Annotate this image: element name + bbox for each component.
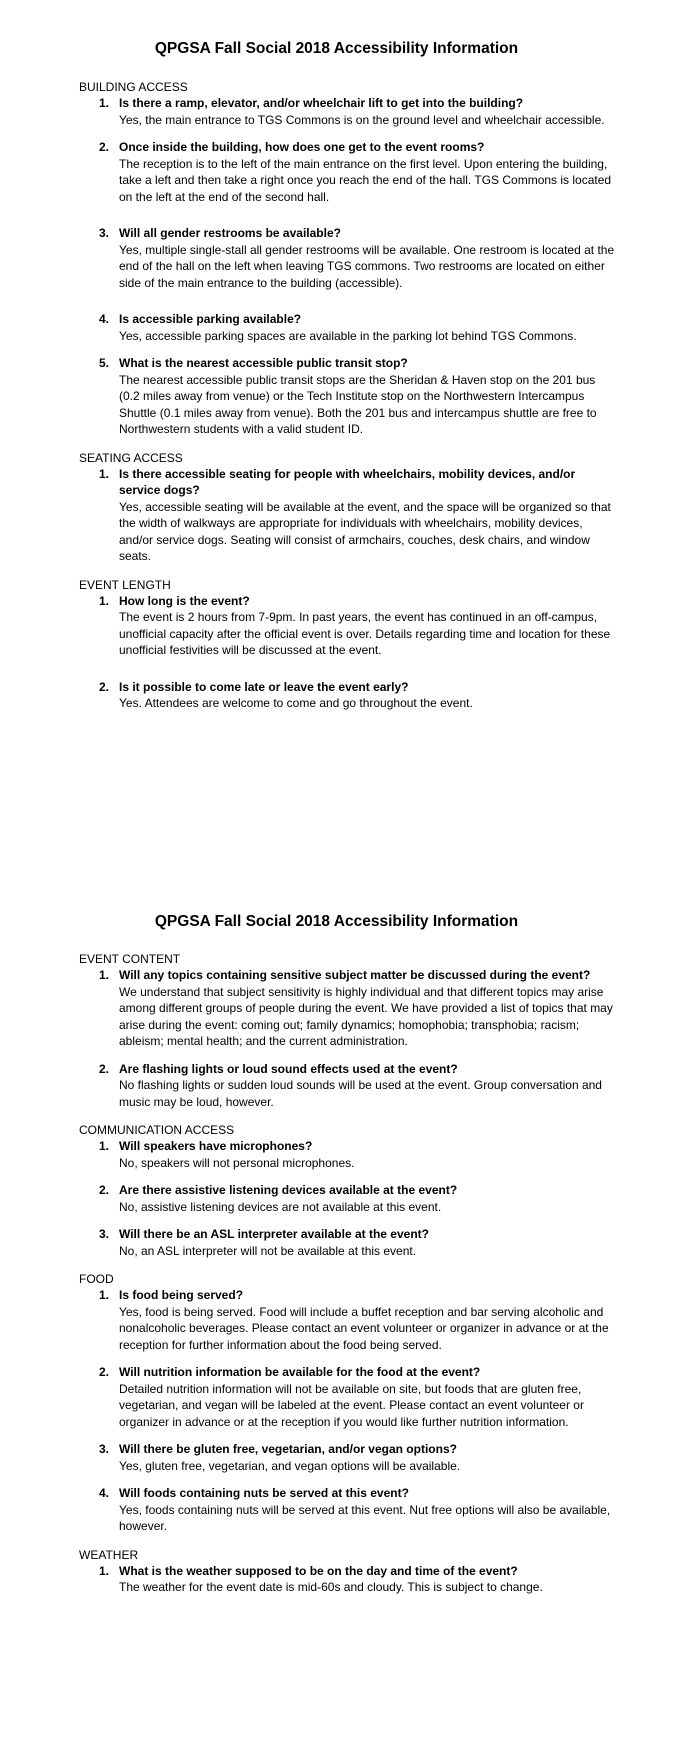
question-text: Is food being served?	[119, 1288, 244, 1302]
page-1-content	[79, 79, 619, 724]
section-building-access	[79, 79, 619, 438]
item-number: 1.	[99, 1563, 110, 1578]
answer-text: Yes, food is being served. Food will include a buffet reception and bar serving alcoholic and nonalcoholic beverages. Please contact an event volunteer or organizer in advance or at the reception for further information about the food being served.	[119, 1304, 609, 1352]
question-text: Is there a ramp, elevator, and/or wheelchair lift to get into the building?	[119, 96, 524, 110]
section-heading: BUILDING ACCESS	[79, 80, 188, 94]
document-page-2	[0, 870, 673, 1742]
faq-item	[79, 1182, 619, 1215]
item-number: 4.	[99, 312, 110, 326]
faq-item	[79, 967, 619, 1050]
section-food	[79, 1271, 619, 1535]
answer-text: Detailed nutrition information will not be available on site, but foods that are gluten free, vegetarian, and vegan will be labeled at the event. Please contact an event volunteer or organizer in advance or at the reception if you would like further nutrition information.	[119, 1381, 584, 1429]
section-heading: EVENT CONTENT	[79, 952, 181, 966]
section-seating-access	[79, 450, 619, 565]
item-number: 2.	[99, 140, 110, 154]
answer-text: No, an ASL interpreter will not be available at this event.	[119, 1243, 417, 1258]
question-list	[79, 95, 619, 438]
page-title: QPGSA Fall Social 2018 Accessibility Information	[154, 913, 519, 930]
question-text: Are flashing lights or loud sound effects used at the event?	[119, 1061, 458, 1076]
faq-item	[79, 1138, 619, 1171]
faq-item	[79, 139, 619, 205]
answer-text: No, assistive listening devices are not available at this event.	[119, 1199, 442, 1214]
faq-item	[79, 679, 619, 712]
faq-item	[79, 1364, 619, 1430]
document-page-1	[0, 0, 673, 870]
faq-item	[79, 311, 619, 344]
faq-item	[79, 1485, 619, 1535]
answer-text: The event is 2 hours from 7-9pm. In past years, the event has continued in an off-campus, unofficial capacity after the official event is over. Details regarding time and location for these unofficial festivities will be discussed at the event.	[119, 610, 611, 657]
item-number: 2.	[99, 1365, 110, 1379]
item-number: 1.	[99, 1288, 110, 1302]
section-heading: FOOD	[79, 1272, 114, 1286]
faq-item	[79, 466, 619, 565]
question-text: How long is the event?	[119, 593, 250, 608]
faq-item	[79, 1226, 619, 1259]
item-number: 4.	[99, 1486, 110, 1500]
question-text: Are there assistive listening devices available at the event?	[119, 1183, 458, 1197]
item-number: 2.	[99, 1061, 110, 1076]
question-list	[79, 1563, 619, 1596]
question-text: What is the nearest accessible public transit stop?	[119, 356, 408, 370]
question-list	[79, 593, 619, 712]
question-text: Will foods containing nuts be served at this event?	[119, 1486, 409, 1500]
faq-item	[79, 1061, 619, 1111]
answer-text: No, speakers will not personal microphones.	[119, 1155, 355, 1170]
section-communication-access	[79, 1122, 619, 1259]
faq-item	[79, 1287, 619, 1353]
section-heading: WEATHER	[79, 1547, 139, 1562]
section-heading: EVENT LENGTH	[79, 577, 171, 592]
question-text: Is there accessible seating for people with wheelchairs, mobility devices, and/or service dogs?	[119, 466, 576, 497]
answer-text: Yes. Attendees are welcome to come and go throughout the event.	[119, 696, 473, 710]
question-text: Will all gender restrooms be available?	[119, 226, 341, 240]
section-weather	[79, 1547, 619, 1596]
answer-text: Yes, multiple single-stall all gender restrooms will be available. One restroom is located at the end of the hall on the left when leaving TGS commons. Two restrooms are located on either side of the main entrance to the building (accessible).	[119, 242, 615, 290]
page-title: QPGSA Fall Social 2018 Accessibility Information	[154, 40, 519, 57]
answer-text: Yes, accessible seating will be available at the event, and the space will be organized so that the width of walkways are appropriate for individuals with wheelchairs, mobility devices, and/or service dogs. Seating will consist of armchairs, couches, desk chairs, and window seats.	[119, 499, 611, 563]
answer-text: The reception is to the left of the main entrance on the first level. Upon entering the building, take a left and then take a right once you reach the end of the hall. TGS Commons is located on the left at the end of the second hall.	[119, 156, 612, 204]
question-text: Will nutrition information be available for the food at the event?	[119, 1365, 481, 1379]
answer-text: Yes, gluten free, vegetarian, and vegan options will be available.	[119, 1458, 461, 1473]
answer-text: The nearest accessible public transit stops are the Sheridan & Haven stop on the 201 bus (0.2 miles away from venue) or the Tech Institute stop on the Northwestern Intercampus Shuttle (0.1 miles away from venue). Both the 201 bus and intercampus shuttle are free to Northwestern students with a valid student ID.	[119, 372, 597, 436]
item-number: 3.	[99, 1442, 110, 1456]
page-2-content	[79, 951, 619, 1608]
faq-item	[79, 95, 619, 128]
question-list	[79, 967, 619, 1110]
question-text: Will any topics containing sensitive subject matter be discussed during the event?	[119, 968, 591, 982]
question-list	[79, 1138, 619, 1259]
faq-item	[79, 593, 619, 659]
item-number: 2.	[99, 1183, 110, 1197]
item-number: 3.	[99, 1227, 110, 1241]
question-list	[79, 466, 619, 565]
faq-item	[79, 355, 619, 438]
faq-item	[79, 1441, 619, 1474]
question-text: Is accessible parking available?	[119, 312, 302, 326]
item-number: 5.	[99, 356, 110, 370]
answer-text: Yes, accessible parking spaces are available in the parking lot behind TGS Commons.	[119, 328, 577, 343]
section-event-content	[79, 951, 619, 1110]
question-text: Will there be gluten free, vegetarian, and/or vegan options?	[119, 1442, 457, 1456]
item-number: 1.	[99, 466, 110, 481]
item-number: 1.	[99, 96, 110, 110]
item-number: 1.	[99, 593, 110, 608]
item-number: 1.	[99, 1139, 110, 1153]
answer-text: No flashing lights or sudden loud sounds will be used at the event. Group conversation and music may be loud, however.	[119, 1078, 602, 1109]
item-number: 1.	[99, 968, 110, 982]
item-number: 3.	[99, 226, 110, 240]
question-text: What is the weather supposed to be on the day and time of the event?	[119, 1563, 518, 1578]
question-text: Is it possible to come late or leave the event early?	[119, 679, 409, 694]
section-heading: COMMUNICATION ACCESS	[79, 1123, 235, 1137]
answer-text: The weather for the event date is mid-60s and cloudy. This is subject to change.	[119, 1580, 543, 1594]
question-text: Will there be an ASL interpreter available at the event?	[119, 1227, 429, 1241]
answer-text: Yes, foods containing nuts will be served at this event. Nut free options will also be available, however.	[119, 1502, 611, 1533]
faq-item	[79, 225, 619, 291]
question-text: Once inside the building, how does one get to the event rooms?	[119, 140, 485, 154]
section-heading: SEATING ACCESS	[79, 450, 183, 465]
item-number: 2.	[99, 679, 110, 694]
question-text: Will speakers have microphones?	[119, 1139, 313, 1153]
question-list	[79, 1287, 619, 1535]
answer-text: Yes, the main entrance to TGS Commons is on the ground level and wheelchair accessible.	[119, 112, 605, 127]
faq-item	[79, 1563, 619, 1596]
answer-text: We understand that subject sensitivity is highly individual and that different topics may arise among different groups of people during the event. We have provided a list of topics that may arise during the event: coming out; family dynamics; homophobia; transphobia; racism; ableism; mental health; and the current administration.	[119, 984, 613, 1048]
section-event-length	[79, 577, 619, 712]
